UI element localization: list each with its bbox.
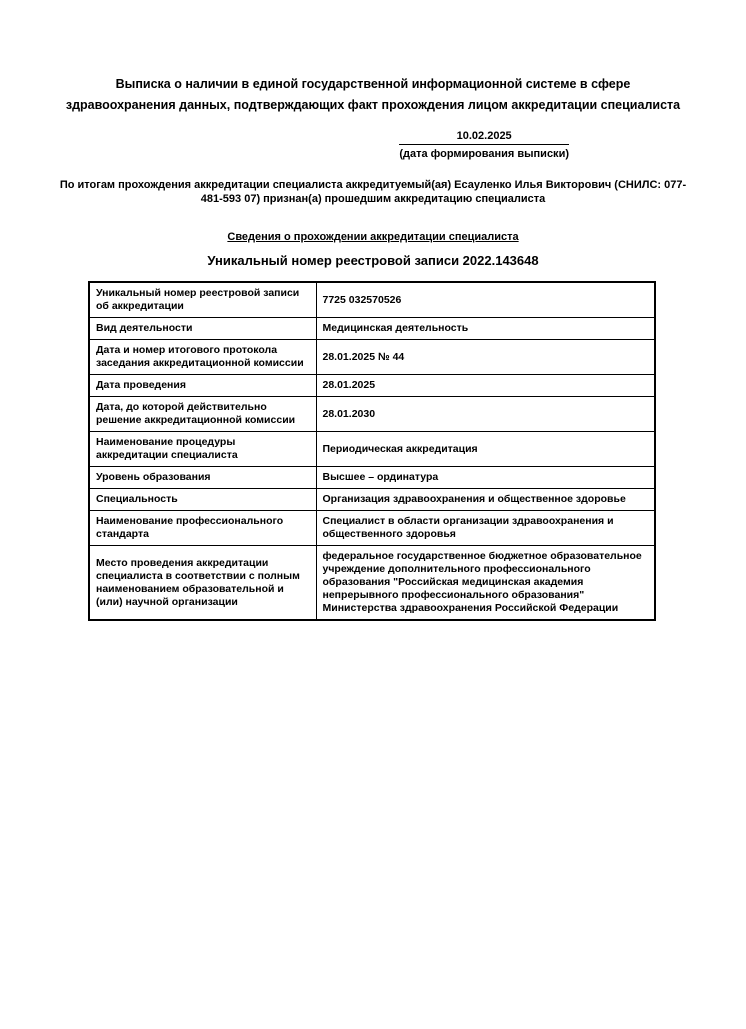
- extract-date: 10.02.2025: [399, 129, 569, 145]
- field-value: федеральное государственное бюджетное образовательное учреждение дополнительного профессионального образования "Российская медицинская академия непрерывного профессионального образования" Министерства здравоохранения Российской Федерации: [316, 546, 655, 621]
- field-label: Дата проведения: [89, 375, 316, 397]
- accreditation-table: [88, 281, 656, 621]
- field-label: Дата, до которой действительно решение аккредитационной комиссии: [89, 397, 316, 432]
- table-row: [89, 467, 655, 489]
- table-row: [89, 340, 655, 375]
- intro-paragraph: По итогам прохождения аккредитации специалиста аккредитуемый(ая) Есауленко Илья Викторович (СНИЛС: 077-481-593 07) признан(а) прошедшим аккредитацию специалиста: [59, 179, 687, 205]
- table-row: [89, 432, 655, 467]
- field-value: Медицинская деятельность: [316, 318, 655, 340]
- field-value: 28.01.2030: [316, 397, 655, 432]
- field-value: 28.01.2025: [316, 375, 655, 397]
- field-label: Наименование профессионального стандарта: [89, 511, 316, 546]
- table-row: [89, 282, 655, 318]
- extract-date-block: [399, 129, 569, 161]
- field-value: Периодическая аккредитация: [316, 432, 655, 467]
- field-label: Уникальный номер реестровой записи об аккредитации: [89, 282, 316, 318]
- registry-number-heading: Уникальный номер реестровой записи 2022.143648: [207, 253, 539, 268]
- document-title: Выписка о наличии в единой государственной информационной системе в сфере здравоохранения данных, подтверждающих факт прохождения лицом аккредитации специалиста: [65, 77, 681, 112]
- table-row: [89, 397, 655, 432]
- field-label: Место проведения аккредитации специалиста в соответствии с полным наименованием образовательной и (или) научной организации: [89, 546, 316, 621]
- field-value: Организация здравоохранения и общественное здоровье: [316, 489, 655, 511]
- field-label: Вид деятельности: [89, 318, 316, 340]
- field-label: Специальность: [89, 489, 316, 511]
- field-label: Дата и номер итогового протокола заседания аккредитационной комиссии: [89, 340, 316, 375]
- field-label: Уровень образования: [89, 467, 316, 489]
- extract-date-caption: (дата формирования выписки): [399, 148, 569, 160]
- table-row: [89, 546, 655, 621]
- section-header: Сведения о прохождении аккредитации специалиста: [227, 231, 519, 243]
- table-row: [89, 375, 655, 397]
- field-value: Специалист в области организации здравоохранения и общественного здоровья: [316, 511, 655, 546]
- field-value: 7725 032570526: [316, 282, 655, 318]
- field-value: 28.01.2025 № 44: [316, 340, 655, 375]
- table-row: [89, 489, 655, 511]
- field-value: Высшее – ординатура: [316, 467, 655, 489]
- table-row: [89, 511, 655, 546]
- field-label: Наименование процедуры аккредитации специалиста: [89, 432, 316, 467]
- table-row: [89, 318, 655, 340]
